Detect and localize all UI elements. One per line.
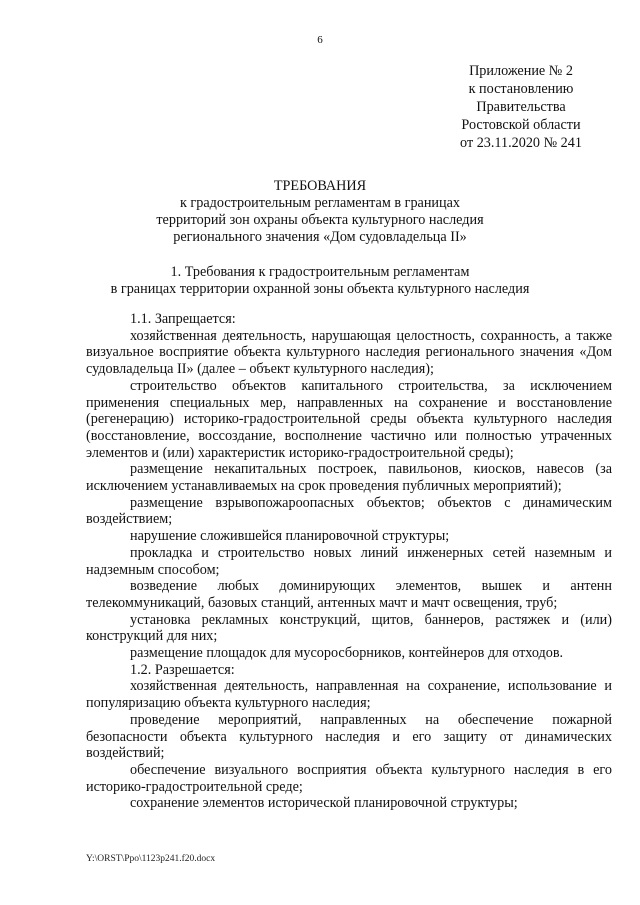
file-path-footer: Y:\ORST\Ppo\1123p241.f20.docx: [86, 854, 216, 864]
paragraph: размещение взрывопожароопасных объектов; объектов с динамическим воздействием;: [86, 494, 612, 528]
section-heading-line: 1. Требования к градостроительным регламентам: [170, 264, 470, 280]
paragraph: нарушение сложившейся планировочной структуры;: [130, 528, 450, 545]
paragraph: размещение некапитальных построек, павильонов, киосков, навесов (за исключением устанавливаемых на срок проведения публичных мероприятий);: [86, 461, 612, 495]
document-body: [86, 311, 612, 812]
paragraph: 1.1. Запрещается:: [130, 311, 236, 327]
title-line: территорий зон охраны объекта культурного наследия: [156, 212, 484, 228]
paragraph: проведение мероприятий, направленных на обеспечение пожарной безопасности объекта культурного наследия и его защиту от динамических воздействий;: [86, 711, 612, 762]
paragraph: сохранение элементов исторической планировочной структуры;: [130, 795, 518, 812]
title-heading: ТРЕБОВАНИЯ: [273, 178, 367, 194]
attachment-line: Правительства: [476, 99, 566, 115]
paragraph: обеспечение визуального восприятия объекта культурного наследия в его историко-градостроительной среде;: [86, 761, 612, 795]
section-heading: [110, 264, 530, 298]
paragraph: 1.2. Разрешается:: [130, 661, 235, 678]
attachment-line: Приложение № 2: [469, 63, 573, 79]
section-heading-line: в границах территории охранной зоны объекта культурного наследия: [110, 281, 530, 297]
paragraph: установка рекламных конструкций, щитов, баннеров, растяжек и (или) конструкций для них;: [86, 611, 612, 645]
paragraph: прокладка и строительство новых линий инженерных сетей наземным и надземным способом;: [86, 544, 612, 578]
paragraph: размещение площадок для мусоросборников, контейнеров для отходов.: [130, 645, 564, 662]
attachment-line: к постановлению: [468, 81, 574, 97]
document-title: [118, 178, 522, 246]
attachment-header: [448, 62, 594, 152]
paragraph: строительство объектов капитального строительства, за исключением применения специальных мер, направленных на сохранение и восстановление (регенерацию) историко-градостроительной среды объекта культурного наследия (восстановление, воссоздание, восполнение частично или полностью утраченных элементов и (или) характеристик историко-градостроительной среды);: [86, 377, 612, 461]
attachment-line: от 23.11.2020 № 241: [460, 135, 582, 151]
paragraph: возведение любых доминирующих элементов, вышек и антенн телекоммуникаций, базовых станций, антенных мачт и мачт освещения, труб;: [86, 578, 612, 611]
paragraph: хозяйственная деятельность, нарушающая целостность, сохранность, а также визуальное восприятие объекта культурного наследия регионального значения «Дом судовладельца II» (далее – объект культурного наследия);: [86, 327, 612, 378]
page-number: 6: [317, 34, 323, 46]
title-line: регионального значения «Дом судовладельца II»: [173, 229, 467, 245]
title-line: к градостроительным регламентам в границах: [179, 195, 461, 211]
paragraph: хозяйственная деятельность, направленная на сохранение, использование и популяризацию объекта культурного наследия;: [86, 678, 612, 712]
attachment-line: Ростовской области: [461, 117, 581, 133]
